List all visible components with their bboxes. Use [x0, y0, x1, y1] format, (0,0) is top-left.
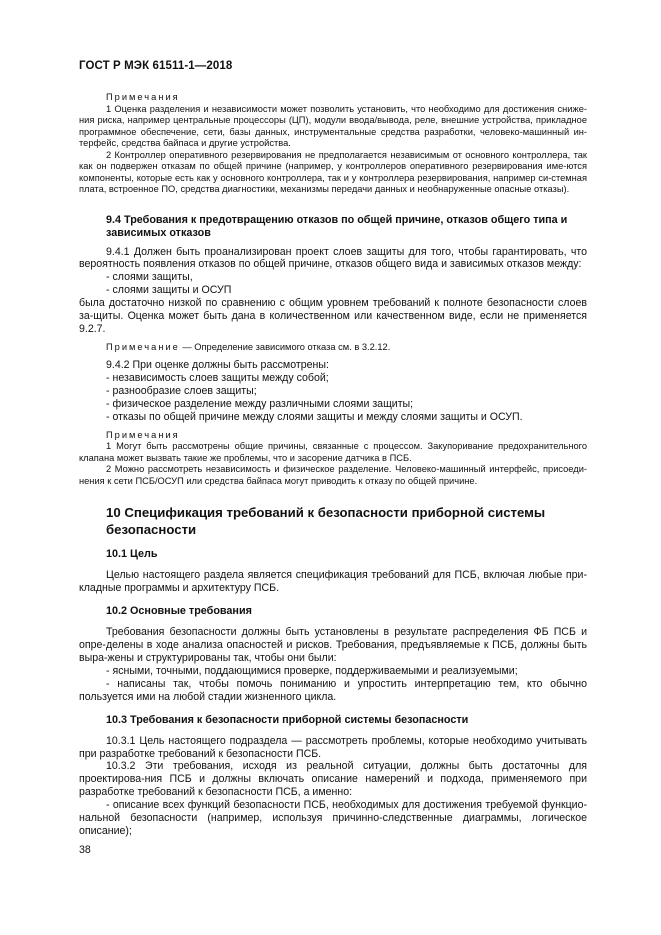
note-1: 1 Оценка разделения и независимости может позволить установить, что необходимо для достижения сниже-ния риска, например центральные процессоры (ЦП), модули ввода/вывода, реле, внешние устройства, прикладное программное обеспечение, сети, базы данных, инструментальные средства разработки, человеко-машинный ин-терфейс, средства байпаса и другие устройства. [79, 103, 587, 148]
list-item: - отказы по общей причине между слоями защиты и между слоями защиты и ОСУП. [106, 410, 523, 423]
notes-label: Примечания [106, 429, 180, 440]
paragraph-10-1: Целью настоящего раздела является спецификация требований для ПСБ, включая любые при-кладные программы и архитектуру ПСБ. [79, 569, 587, 595]
note-2: 2 Можно рассмотреть независимость и физическое разделение. Человеко-машинный интерфейс, присоеди-нения к сети ПСБ/ОСУП или средства байпаса могут приводить к отказу по общей причине. [79, 464, 587, 486]
document-header: ГОСТ Р МЭК 61511-1—2018 [79, 60, 233, 72]
list-item: - написаны так, чтобы помочь пониманию и упростить интерпретацию тем, кто обычно пользуется ими на любой стадии жизненного цикла. [79, 677, 587, 703]
list-item: - независимость слоев защиты между собой; [106, 372, 329, 385]
list-item: - описание всех функций безопасности ПСБ, необходимых для достижения требуемой функцио-нальной безопасности (например, используя причинно-следственные диаграммы, логическое описание); [79, 799, 587, 837]
list-item: - слоями защиты и ОСУП [106, 284, 232, 297]
page-content [79, 92, 587, 838]
note-2: 2 Контроллер оперативного резервирования не предполагается независимым от основного контроллера, так как он подвержен отказам по общей причине (например, у контроллеров оперативного резервирования име-ются компоненты, которые есть как у основного контроллера, так и у контроллера резервирования, например си-стемная плата, встроенное ПО, средства диагностики, механизмы передачи данных и необнаруженные опасные отказы). [79, 149, 587, 194]
list-item: - разнообразие слоев защиты; [106, 385, 257, 398]
list-item: - слоями защиты, [106, 271, 193, 284]
paragraph-9-4-1: 9.4.1 Должен быть проанализирован проект слоев защиты для того, чтобы гарантировать, что вероятность появления отказов по общей причине, отказов общего вида и зависимых отказов между: [79, 245, 587, 271]
note-label: Примечание [106, 341, 180, 352]
notes-label: Примечания [106, 92, 180, 102]
list-item: - физическое разделение между различными слоями защиты; [106, 398, 414, 411]
paragraph-10-3-2: 10.3.2 Эти требования, исходя из реальной ситуации, должны быть достаточны для проектирова-ния ПСБ и должны включать описание намерений и подхода, применяемого при разработке требований к безопасности ПСБ, а именно: [79, 760, 587, 799]
page-number: 38 [79, 844, 91, 856]
note-dependent-failure [79, 342, 587, 354]
paragraph-10-3-1: 10.3.1 Цель настоящего подраздела — рассмотреть проблемы, которые необходимо учитывать при разработке требований к безопасности ПСБ. [79, 734, 587, 760]
note-text: — Определение зависимого отказа см. в 3.2.12. [179, 341, 391, 352]
paragraph-9-4-2: 9.4.2 При оценке должны быть рассмотрены: [106, 359, 329, 372]
section-10-3-title: 10.3 Требования к безопасности приборной системы безопасности [106, 713, 469, 726]
paragraph-10-2: Требования безопасности должны быть установлены в результате распределения ФБ ПСБ и опре-делены в ходе анализа опасностей и рисков. Требования, предъявляемые к ПСБ, должны быть выра-жены и структурированы так, чтобы они были: [79, 626, 587, 664]
section-10-2-title: 10.2 Основные требования [106, 605, 252, 618]
notes-block-2 [79, 430, 587, 488]
note-1: 1 Могут быть рассмотрены общие причины, связанные с процессом. Закупоривание предохранительного клапана может вызвать такие же проблемы, что и засорение датчика в ПСБ. [79, 441, 587, 463]
section-10-title: 10 Спецификация требований к безопасности приборной системы безопасности [106, 505, 546, 537]
section-9-4-title: 9.4 Требования к предотвращению отказов по общей причине, отказов общего типа и зависимых отказов [106, 213, 568, 239]
paragraph-9-4-1-cont: была достаточно низкой по сравнению с общим уровнем требований к полноте безопасности слоев за-щиты. Оценка может быть дана в количественном или качественном виде, если не применяется 9.2.7. [79, 297, 587, 335]
list-item: - ясными, точными, поддающимися проверке, поддерживаемыми и реализуемыми; [106, 664, 518, 677]
notes-block-1 [79, 92, 587, 196]
section-10-1-title: 10.1 Цель [106, 548, 158, 561]
